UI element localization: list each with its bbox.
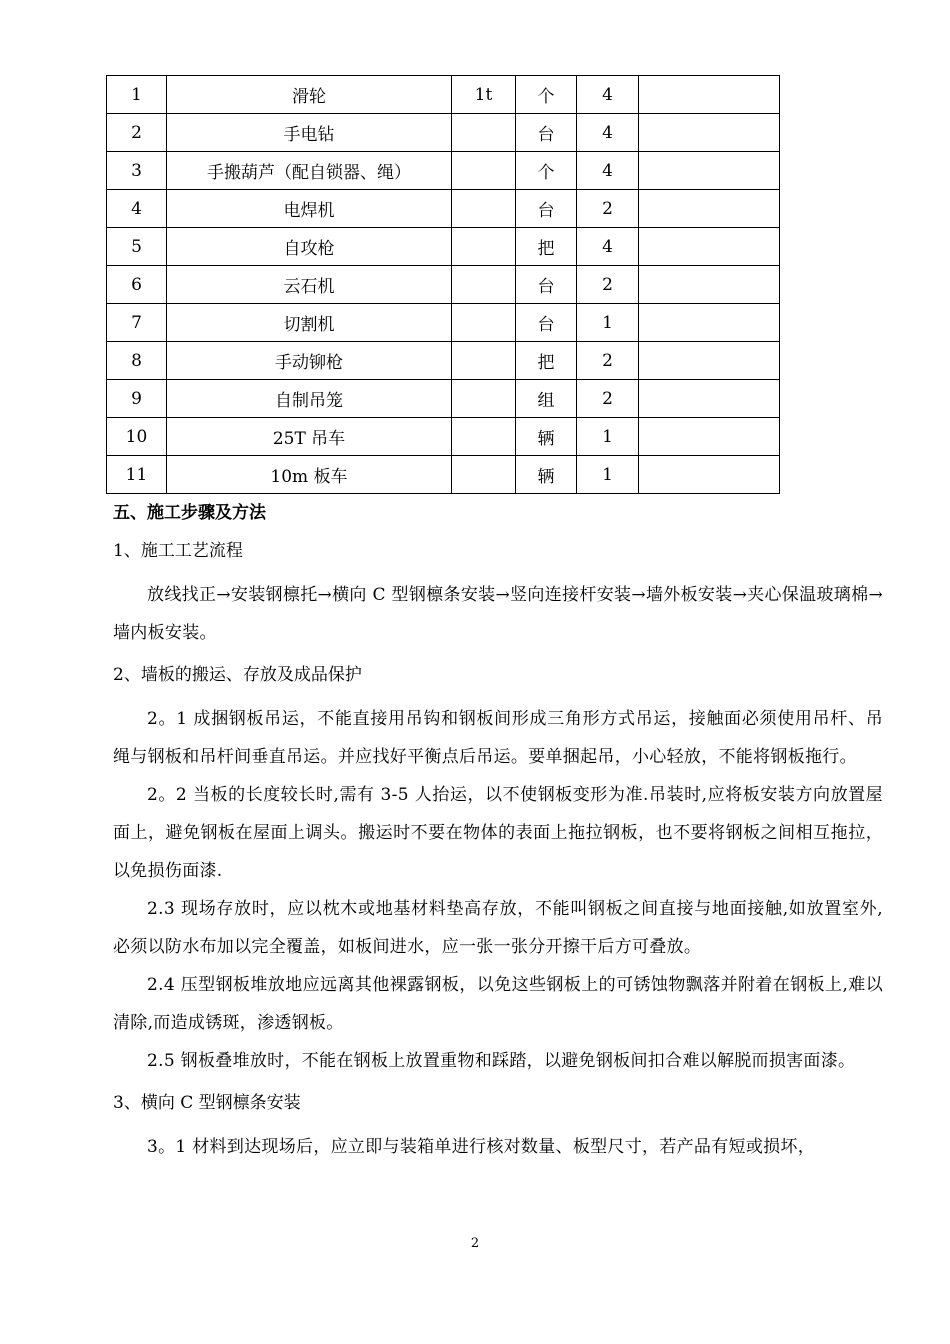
table-cell: 1t — [452, 76, 516, 114]
table-cell — [639, 152, 780, 190]
table-row — [107, 76, 780, 114]
table-cell — [452, 114, 516, 152]
table-cell: 滑轮 — [167, 76, 452, 114]
table-cell: 10m 板车 — [167, 456, 452, 494]
table-cell: 云石机 — [167, 266, 452, 304]
paragraph-2-1: 2。1 成捆钢板吊运，不能直接用吊钩和钢板间形成三角形方式吊运，接触面必须使用吊杆、吊绳与钢板和吊杆间垂直吊运。并应找好平衡点后吊运。要单捆起吊，小心轻放，不能将钢板拖行。 — [113, 709, 883, 767]
table-cell: 台 — [516, 266, 577, 304]
table-cell — [639, 76, 780, 114]
table-cell: 4 — [577, 76, 639, 114]
table-cell: 把 — [516, 342, 577, 380]
table-row — [107, 342, 780, 380]
table-cell: 7 — [107, 304, 167, 342]
table-row — [107, 228, 780, 266]
table-cell — [452, 456, 516, 494]
table-row — [107, 380, 780, 418]
table-row — [107, 266, 780, 304]
table-cell — [452, 228, 516, 266]
table-cell: 25T 吊车 — [167, 418, 452, 456]
paragraph-process-flow: 放线找正→安装钢檩托→横向 C 型钢檩条安装→竖向连接杆安装→墙外板安装→夹心保温玻璃棉→墙内板安装。 — [113, 585, 883, 643]
subheading-panel-handling: 2、墙板的搬运、存放及成品保护 — [113, 665, 362, 685]
table-row — [107, 190, 780, 228]
table-cell — [639, 380, 780, 418]
table-cell: 4 — [577, 114, 639, 152]
table-cell: 1 — [107, 76, 167, 114]
table-cell: 6 — [107, 266, 167, 304]
table-row — [107, 304, 780, 342]
paragraph-2-4: 2.4 压型钢板堆放地应远离其他裸露钢板，以免这些钢板上的可锈蚀物飘落并附着在钢板上,难以清除,而造成锈斑，渗透钢板。 — [113, 975, 883, 1033]
table-cell — [639, 190, 780, 228]
subheading-purlin-install: 3、横向 C 型钢檩条安装 — [113, 1093, 301, 1113]
table-cell — [639, 304, 780, 342]
table-cell: 手动铆枪 — [167, 342, 452, 380]
paragraph-2-2: 2。2 当板的长度较长时,需有 3-5 人抬运，以不使钢板变形为准.吊装时,应将板安装方向放置屋面上，避免钢板在屋面上调头。搬运时不要在物体的表面上拖拉钢板，也不要将钢板之间相互拖拉，以免损伤面漆. — [113, 785, 883, 881]
table-cell: 个 — [516, 76, 577, 114]
table-cell — [452, 266, 516, 304]
page-number: 2 — [470, 1236, 480, 1251]
table-cell — [639, 342, 780, 380]
table-cell: 辆 — [516, 418, 577, 456]
section-5 — [113, 500, 883, 1166]
table-cell: 电焊机 — [167, 190, 452, 228]
table-cell: 4 — [107, 190, 167, 228]
table-cell: 1 — [577, 418, 639, 456]
table-cell: 组 — [516, 380, 577, 418]
table-cell: 2 — [577, 380, 639, 418]
table-cell — [452, 304, 516, 342]
table-cell — [452, 190, 516, 228]
table-cell — [639, 228, 780, 266]
table-cell — [639, 418, 780, 456]
table-row — [107, 114, 780, 152]
table-cell: 2 — [577, 342, 639, 380]
table-cell: 2 — [107, 114, 167, 152]
table-cell — [639, 266, 780, 304]
table-cell: 2 — [577, 266, 639, 304]
table-cell: 手电钻 — [167, 114, 452, 152]
table-cell — [639, 114, 780, 152]
table-row — [107, 456, 780, 494]
table-row — [107, 152, 780, 190]
table-cell: 台 — [516, 304, 577, 342]
table-cell: 自制吊笼 — [167, 380, 452, 418]
table-cell — [639, 456, 780, 494]
section-heading: 五、施工步骤及方法 — [113, 503, 266, 523]
table-row — [107, 418, 780, 456]
table-cell — [452, 418, 516, 456]
table-cell: 台 — [516, 114, 577, 152]
paragraph-2-3: 2.3 现场存放时，应以枕木或地基材料垫高存放，不能叫钢板之间直接与地面接触,如放置室外,必须以防水布加以完全覆盖，如板间进水，应一张一张分开擦干后方可叠放。 — [113, 899, 883, 957]
table-cell — [452, 380, 516, 418]
table-cell — [452, 152, 516, 190]
paragraph-2-5: 2.5 钢板叠堆放时，不能在钢板上放置重物和踩踏，以避免钢板间扣合难以解脱而损害面漆。 — [147, 1051, 856, 1071]
table-cell: 个 — [516, 152, 577, 190]
table-cell: 8 — [107, 342, 167, 380]
table-cell: 10 — [107, 418, 167, 456]
table-cell: 5 — [107, 228, 167, 266]
table-cell: 台 — [516, 190, 577, 228]
table-cell: 手搬葫芦（配自锁器、绳） — [167, 152, 452, 190]
table-cell: 2 — [577, 190, 639, 228]
equipment-table-body — [107, 76, 780, 494]
table-cell: 3 — [107, 152, 167, 190]
table-cell: 把 — [516, 228, 577, 266]
table-cell: 1 — [577, 304, 639, 342]
table-cell: 4 — [577, 152, 639, 190]
subheading-process-flow: 1、施工工艺流程 — [113, 541, 243, 561]
table-cell: 4 — [577, 228, 639, 266]
table-cell: 9 — [107, 380, 167, 418]
table-cell — [452, 342, 516, 380]
equipment-table — [106, 75, 780, 494]
table-cell: 切割机 — [167, 304, 452, 342]
table-cell: 辆 — [516, 456, 577, 494]
table-cell: 11 — [107, 456, 167, 494]
table-cell: 1 — [577, 456, 639, 494]
table-cell: 自攻枪 — [167, 228, 452, 266]
paragraph-3-1: 3。1 材料到达现场后，应立即与装箱单进行核对数量、板型尺寸，若产品有短或损坏， — [147, 1137, 816, 1157]
